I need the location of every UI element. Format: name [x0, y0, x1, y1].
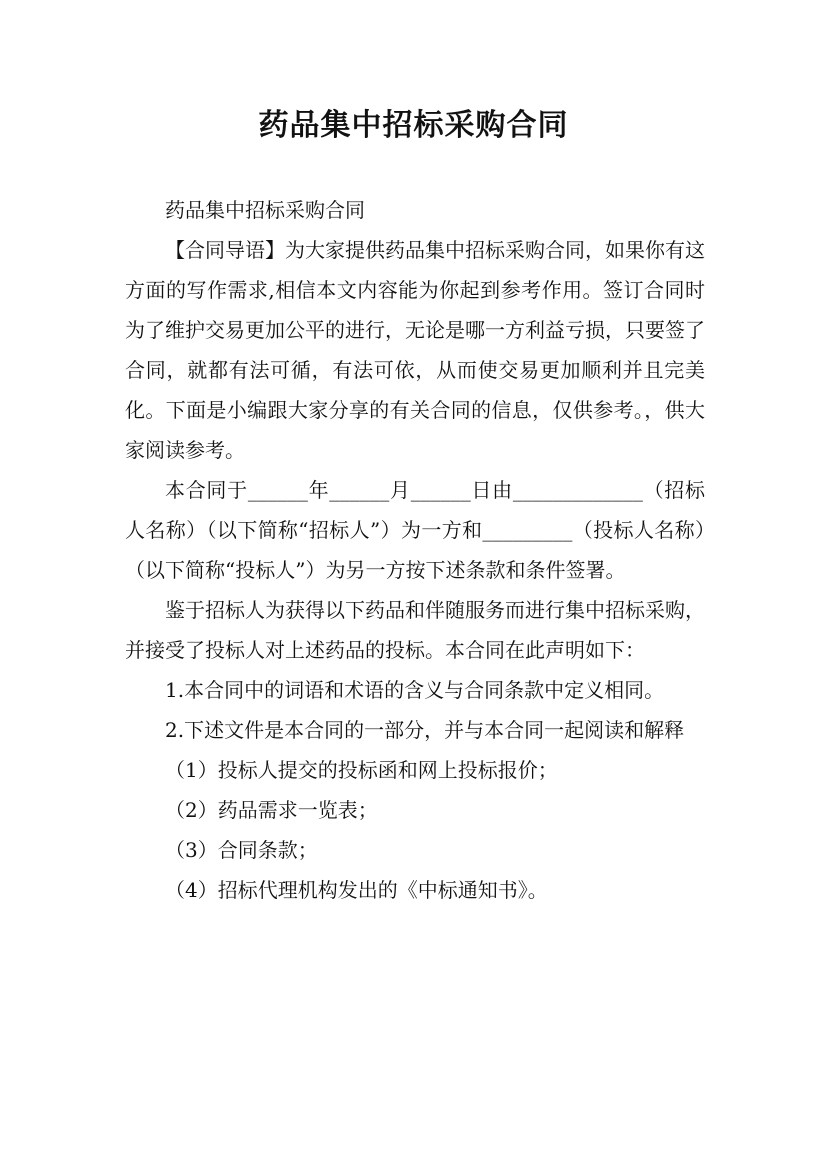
- paragraph-intro: 【合同导语】为大家提供药品集中招标采购合同，如果你有这方面的写作需求,相信本文内容能为你起到参考作用。签订合同时为了维护交易更加公平的进行，无论是哪一方利益亏损，只要签了合同，就都有法可循，有法可依，从而使交易更加顺利并且完美化。下面是小编跟大家分享的有关合同的信息，仅供参考。，供大家阅读参考。: [125, 238, 705, 462]
- list-item: （3）合同条款；: [165, 838, 318, 862]
- paragraph-parties: 本合同于______年______月______日由_____________（招标人名称）（以下简称“招标人”）为一方和_________（投标人名称）（以下简称“投标人”）为另一方按下述条款和条件签署。: [125, 478, 705, 582]
- document-body: [125, 190, 705, 910]
- paragraph-clause-2: 2.下述文件是本合同的一部分，并与本合同一起阅读和解释: [165, 718, 685, 742]
- document-title: 药品集中招标采购合同: [258, 108, 569, 143]
- paragraph-clause-1: 1.本合同中的词语和术语的含义与合同条款中定义相同。: [165, 678, 665, 702]
- list-item: （1）投标人提交的投标函和网上投标报价；: [165, 758, 558, 782]
- list-item: （2）药品需求一览表；: [165, 798, 378, 822]
- list-item: （4）招标代理机构发出的《中标通知书》。: [165, 878, 548, 902]
- paragraph-whereas: 鉴于招标人为获得以下药品和伴随服务而进行集中招标采购，并接受了投标人对上述药品的投标。本合同在此声明如下：: [125, 598, 705, 662]
- paragraph-heading: 药品集中招标采购合同: [165, 198, 365, 222]
